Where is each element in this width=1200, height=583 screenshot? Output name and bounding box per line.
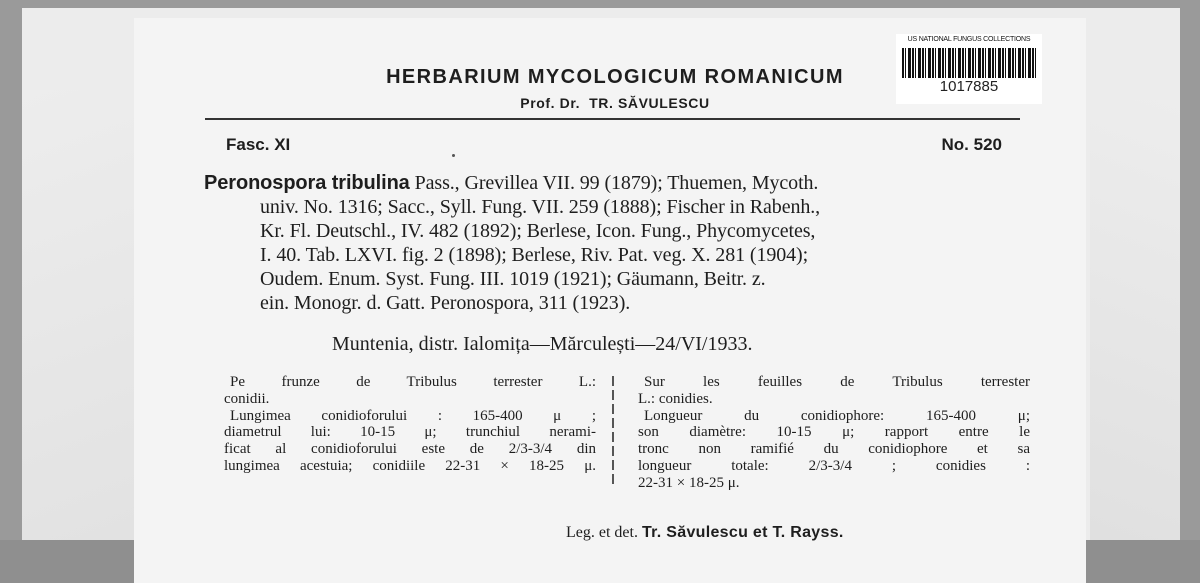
print-speck [452,154,455,157]
description-line: conidii. [224,390,270,407]
sheet-fold-right [1090,100,1180,540]
citation-line: Kr. Fl. Deutschl., IV. 482 (1892); Berlese, Icon. Fung., Phycomycetes, [260,220,816,242]
barcode-bars [902,48,1036,78]
description-line: lungimea acestuia; conidiile 22-31 × 18-25 μ. [224,457,596,474]
column-divider [612,376,614,486]
herbarium-title: HERBARIUM MYCOLOGICUM ROMANICUM [386,66,844,88]
description-line: Lungimea conidioforului : 165-400 μ ; [230,407,596,424]
barcode-number: 1017885 [939,78,999,95]
description-french [638,374,1030,492]
description-line: Sur les feuilles de Tribulus terrester [644,374,1030,390]
citation-line: Oudem. Enum. Syst. Fung. III. 1019 (1921); Gäumann, Beitr. z. [260,268,766,290]
description-line: son diamètre: 10-15 μ; rapport entre le [638,424,1030,441]
citation-line: univ. No. 1316; Sacc., Syll. Fung. VII. 259 (1888); Fischer in Rabenh., [260,196,821,218]
citation-line: ein. Monogr. d. Gatt. Peronospora, 311 (1923). [260,292,631,314]
citation-line: I. 40. Tab. LXVI. fig. 2 (1898); Berlese, Riv. Pat. veg. X. 281 (1904); [260,244,809,266]
description-line: tronc non ramifié du conidiophore et sa [638,441,1030,458]
collector-credit [566,524,844,542]
taxonomic-citation [204,171,1024,315]
description-line: 22-31 × 18-25 μ. [638,474,740,491]
species-name: Peronospora tribulina [204,172,410,194]
description-line: Longueur du conidiophore: 165-400 μ; [644,407,1030,424]
description-line: L.: conidies. [638,390,713,407]
specimen-number: No. 520 [941,135,1002,154]
fascicle-label: Fasc. XI [226,135,291,154]
collection-locality: Muntenia, distr. Ialomița—Mărculești—24/VI/1933. [332,333,753,355]
description-line: longueur totale: 2/3-3/4 ; conidies : [638,457,1030,474]
description-line: ficat al conidioforului este de 2/3-3/4 din [224,441,596,458]
description-romanian [224,374,596,475]
subtitle-prefix: Prof. Dr. [520,95,581,111]
collector-prefix: Leg. et det. [566,524,638,541]
description-line: diametrul lui: 10-15 μ; trunchiul nerami- [224,424,596,441]
herbarium-subtitle [350,95,880,111]
sheet-fold-left [22,90,134,540]
citation-text: Pass., Grevillea VII. 99 (1879); Thuemen, Mycoth. [409,172,819,194]
header-rule [205,118,1020,120]
barcode-caption: US NATIONAL FUNGUS COLLECTIONS [907,36,1031,43]
citation-line [204,171,1024,195]
subtitle-name: TR. SĂVULESCU [589,95,710,111]
description-line: Pe frunze de Tribulus terrester L.: [230,374,596,390]
collector-names: Tr. Săvulescu et T. Rayss. [641,524,844,541]
